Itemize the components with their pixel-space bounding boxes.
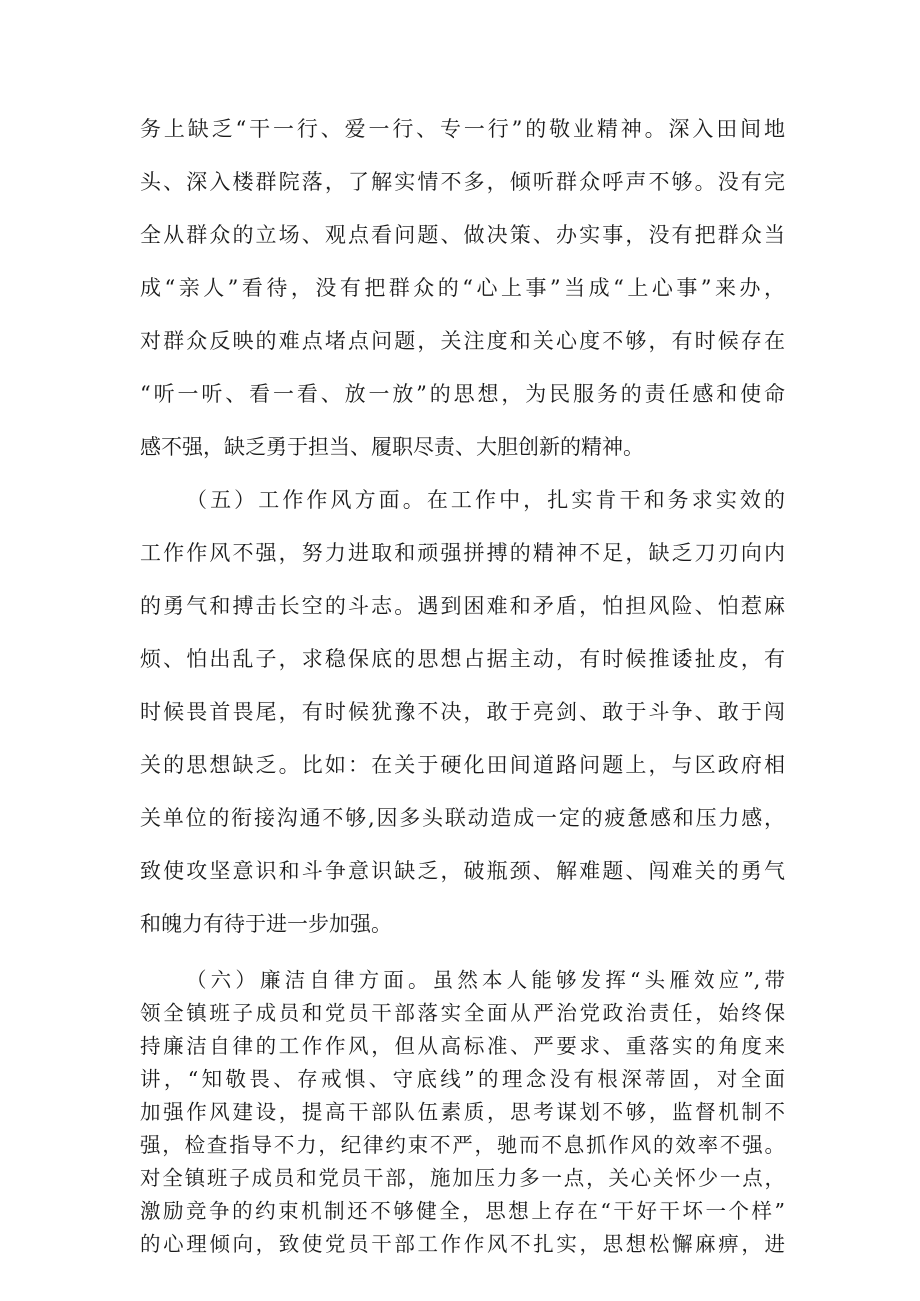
text-line: 和魄力有待于进一步加强。	[140, 912, 392, 936]
text-line: 头、深入楼群院落，了解实情不多，倾听群众呼声不够。没有完	[140, 170, 785, 194]
text-line: 务上缺乏“干一行、爱一行、专一行”的敬业精神。深入田间地	[140, 117, 785, 141]
paragraph-heading-line: （六）廉洁自律方面。虽然本人能够发挥“头雁效应”,带	[186, 968, 785, 992]
text-line: 成“亲人”看待，没有把群众的“心上事”当成“上心事”来办，	[140, 276, 785, 300]
text-line: 强，检查指导不力，纪律约束不严，驰而不息抓作风的效率不强。	[140, 1133, 785, 1157]
text-line: 持廉洁自律的工作作风，但从高标准、严要求、重落实的角度来	[140, 1034, 785, 1058]
text-line: 加强作风建设，提高干部队伍素质，思考谋划不够，监督机制不	[140, 1100, 785, 1124]
text-line: 致使攻坚意识和斗争意识缺乏，破瓶颈、解难题、闯难关的勇气	[140, 859, 785, 883]
text-line: 的勇气和搏击长空的斗志。遇到困难和矛盾，怕担风险、怕惹麻	[140, 594, 785, 618]
text-line: 烦、怕出乱子，求稳保底的思想占据主动，有时候推诿扯皮，有	[140, 647, 785, 671]
text-line: 时候畏首畏尾，有时候犹豫不决，敢于亮剑、敢于斗争、敢于闯	[140, 700, 785, 724]
text-line: 工作作风不强，努力进取和顽强拼搏的精神不足，缺乏刀刃向内	[140, 541, 785, 565]
text-line: 领全镇班子成员和党员干部落实全面从严治党政治责任，始终保	[140, 1001, 785, 1025]
text-line: 激励竞争的约束机制还不够健全，思想上存在“干好干坏一个样”	[140, 1199, 785, 1223]
text-line: 的心理倾向，致使党员干部工作作风不扎实，思想松懈麻痹，进	[140, 1232, 785, 1256]
text-line: 全从群众的立场、观点看问题、做决策、办实事，没有把群众当	[140, 223, 785, 247]
text-line: “听一听、看一看、放一放”的思想，为民服务的责任感和使命	[140, 382, 785, 406]
text-line: 对群众反映的难点堵点问题，关注度和关心度不够，有时候存在	[140, 329, 785, 353]
text-line: 感不强，缺乏勇于担当、履职尽责、大胆创新的精神。	[140, 435, 644, 459]
text-line: 对全镇班子成员和党员干部，施加压力多一点，关心关怀少一点，	[140, 1166, 785, 1190]
paragraph-heading-line: （五）工作作风方面。在工作中，扎实肯干和务求实效的	[186, 488, 785, 512]
text-line: 关的思想缺乏。比如：在关于硬化田间道路问题上，与区政府相	[140, 753, 785, 777]
text-line: 关单位的衔接沟通不够,因多头联动造成一定的疲惫感和压力感，	[140, 806, 785, 830]
text-line: 讲，“知敬畏、存戒惧、守底线”的理念没有根深蒂固，对全面	[140, 1067, 785, 1091]
